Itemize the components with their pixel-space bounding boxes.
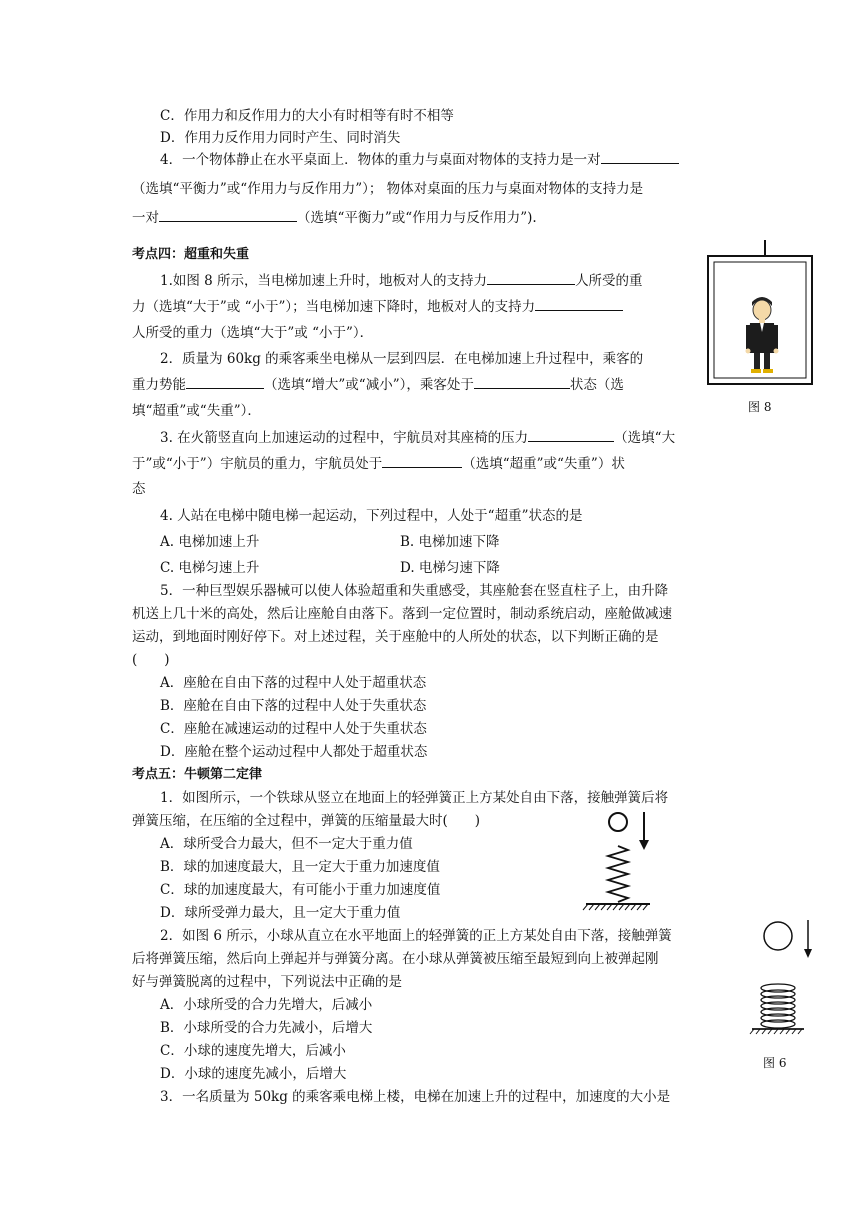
option-b: B. 电梯加速下降 xyxy=(400,534,500,550)
s5-q2-line3: 好与弹簧脱离的过程中，下列说法中正确的是 xyxy=(132,974,402,990)
s4-q2-line1: 2．质量为 60kg 的乘客乘坐电梯从一层到四层．在电梯加速上升过程中，乘客的 xyxy=(160,351,644,367)
s4-q3-line1: 3. 在火箭竖直向上加速运动的过程中，宇航员对其座椅的压力 （选填“大 xyxy=(160,427,758,449)
option-c: C．球的加速度最大，有可能小于重力加速度值 xyxy=(160,882,441,898)
option-d: D. 电梯匀速下降 xyxy=(400,560,500,576)
s4-q1-line1: 1.如图 8 所示，当电梯加速上升时，地板对人的支持力 人所受的重 xyxy=(160,270,758,292)
s4-q5-line3: 运动，到地面时刚好停下。对上述过程，关于座舱中的人所处的状态，以下判断正确的是 xyxy=(132,629,659,645)
option-c: C．小球的速度先增大，后减小 xyxy=(160,1043,346,1059)
s4-q4-stem: 4. 人站在电梯中随电梯一起运动，下列过程中，人处于“超重”状态的是 xyxy=(160,508,583,524)
s5-q2-line2: 后将弹簧压缩，然后向上弹起并与弹簧分离。在小球从弹簧被压缩至最短到向上被弹起刚 xyxy=(132,951,659,967)
s4-q2-line3: 填“超重”或“失重”）． xyxy=(132,403,261,419)
question-4-line2: （选填“平衡力”或“作用力与反作用力”）； 物体对桌面的压力与桌面对物体的支持力是 xyxy=(132,181,644,197)
ball-icon xyxy=(764,922,792,950)
coil-spring-icon xyxy=(761,984,795,1028)
answer-blank[interactable] xyxy=(528,427,614,442)
option-d: D．球所受弹力最大，且一定大于重力值 xyxy=(160,905,401,921)
s5-q2-line1: 2．如图 6 所示，小球从直立在水平地面上的轻弹簧的正上方某处自由下落，接触弹簧 xyxy=(160,928,672,944)
option-a: A. 电梯加速上升 xyxy=(160,534,260,550)
option-c: C. 电梯匀速上升 xyxy=(160,560,260,576)
option-b: B．球的加速度最大，且一定大于重力加速度值 xyxy=(160,859,440,875)
answer-blank[interactable] xyxy=(186,374,264,389)
question-4-line3: 一对 （选填“平衡力”或“作用力与反作用力”). xyxy=(132,207,730,229)
figure-caption: 图 6 xyxy=(763,1056,787,1070)
option-b: B．小球所受的合力先减小，后增大 xyxy=(160,1020,373,1036)
answer-blank[interactable] xyxy=(159,207,297,222)
s4-q5-line2: 机送上几十米的高处，然后让座舱自由落下。落到一定位置时，制动系统启动，座舱做减速 xyxy=(132,606,672,622)
s4-q4-options-row2 xyxy=(160,557,758,579)
s4-q1-line3: 人所受的重力（选填“大于”或 “小于”）． xyxy=(132,325,374,341)
ball-icon xyxy=(609,813,627,831)
option-d: D．小球的速度先减小，后增大 xyxy=(160,1066,347,1082)
s4-q2-line2: 重力势能 （选填“增大”或“减小”），乘客处于 状态（选 xyxy=(132,374,730,396)
s4-q5-line4: ( ) xyxy=(132,652,170,668)
spring-ball-figure xyxy=(578,808,658,918)
option-b: B．座舱在自由下落的过程中人处于失重状态 xyxy=(160,698,427,714)
answer-blank[interactable] xyxy=(382,453,462,468)
s4-q1-line2: 力（选填“大于”或 “小于”）；当电梯加速下降时，地板对人的支持力 xyxy=(132,296,730,318)
spring-icon xyxy=(608,846,628,902)
option-d: D．座舱在整个运动过程中人都处于超重状态 xyxy=(160,744,428,760)
section-heading: 考点四：超重和失重 xyxy=(132,247,250,262)
option-d: D．作用力反作用力同时产生、同时消失 xyxy=(160,130,401,146)
option-c: C．作用力和反作用力的大小有时相等有时不相等 xyxy=(160,108,454,124)
section-heading: 考点五：牛顿第二定律 xyxy=(132,767,263,782)
s4-q3-line3: 态 xyxy=(132,481,146,497)
option-a: A．小球所受的合力先增大，后减小 xyxy=(160,997,373,1013)
answer-blank[interactable] xyxy=(535,296,623,311)
answer-blank[interactable] xyxy=(474,374,570,389)
s4-q3-line2: 于”或“小于”）宇航员的重力，宇航员处于 （选填“超重”或“失重”）状 xyxy=(132,453,730,475)
s5-q1-line1: 1．如图所示，一个铁球从竖立在地面上的轻弹簧正上方某处自由下落，接触弹簧后将 xyxy=(160,790,669,806)
s4-q5-line1: 5．一种巨型娱乐器械可以使人体验超重和失重感受，其座舱套在竖直柱子上，由升降 xyxy=(160,583,669,599)
question-4-line1: 4．一个物体静止在水平桌面上．物体的重力与桌面对物体的支持力是一对 xyxy=(160,149,758,171)
option-a: A．球所受合力最大，但不一定大于重力值 xyxy=(160,836,413,852)
s4-q4-options-row1 xyxy=(160,531,758,553)
figure-caption: 图 8 xyxy=(748,400,772,414)
answer-blank[interactable] xyxy=(487,270,575,285)
arrow-down-icon xyxy=(639,812,649,850)
option-c: C．座舱在减速运动的过程中人处于失重状态 xyxy=(160,721,427,737)
s5-q1-line2: 弹簧压缩，在压缩的全过程中，弹簧的压缩量最大时( ) xyxy=(132,813,481,829)
s5-q3-line1: 3．一名质量为 50kg 的乘客乘电梯上楼，电梯在加速上升的过程中，加速度的大小是 xyxy=(160,1089,671,1105)
elevator-figure xyxy=(706,240,816,390)
person-icon xyxy=(746,297,779,373)
figure-6 xyxy=(746,918,826,1048)
arrow-down-icon xyxy=(804,920,812,958)
option-a: A．座舱在自由下落的过程中人处于超重状态 xyxy=(160,675,427,691)
answer-blank[interactable] xyxy=(601,149,679,164)
